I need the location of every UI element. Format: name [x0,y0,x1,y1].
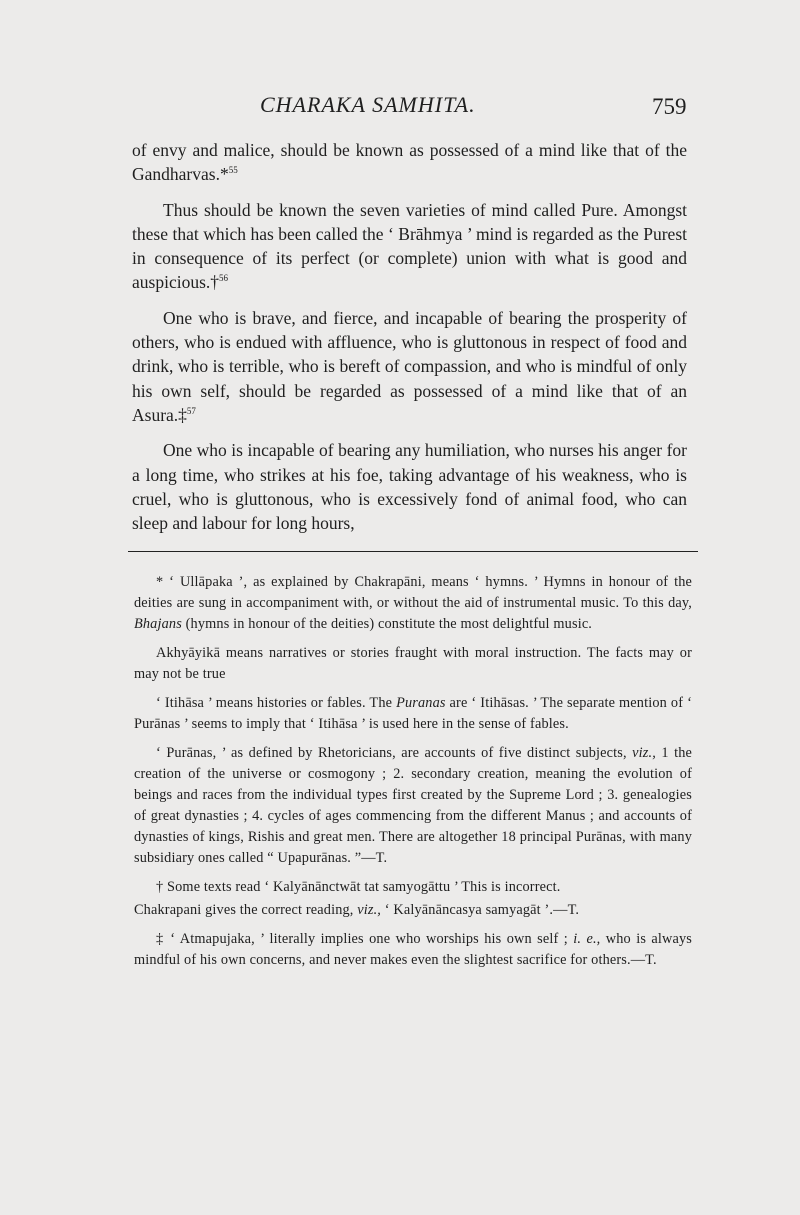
marginal-note-number: 57 [186,406,196,417]
footnote-text: (hymns in honour of the deities) constitute the most delightful music. [181,616,593,632]
footnote [134,572,692,635]
paragraph [132,438,687,535]
footnote-text: ‘ Itihāsa ’ means histories or fables. The [156,695,397,711]
paragraph [132,138,687,187]
footnote-text: ‘ Kalyānāncasya samyagāt ’.—T. [381,902,580,918]
footnote-text: ‡ ‘ Atmapujaka, ’ literally implies one who worships his own self ; [156,931,574,947]
paragraph-text: Thus should be known the seven varieties of mind called Pure. Amongst these that which has been called the ‘ Brāhmya ’ mind is regarded as the Purest in consequence of its perfect (or complete) union with what is good and auspicious.† [132,199,687,293]
paragraph-text: One who is incapable of bearing any humiliation, who nurses his anger for a long time, who strikes at his foe, taking advantage of his weakness, who is cruel, who is gluttonous, who is excessively fond of animal food, who can sleep and labour for long hours, [132,440,687,534]
footnote-text: 1 the creation of the universe or cosmogony ; 2. secondary creation, meaning the evolution of beings and races from the individual types first created by the Supreme Lord ; 3. genealogies of great dynasties ; 4. cycles of ages commencing from the different Manus ; and accounts of dynasties of kings, Rishis and great men. There are altogether 18 principal Purānas, with many subsidiary ones called “ Upapurānas. ”—T. [134,745,692,866]
running-title: CHARAKA SAMHITA. [260,92,476,117]
page-number: 759 [652,94,687,119]
footnote [134,643,692,685]
footnote-divider [128,551,698,552]
main-text [132,138,687,546]
paragraph [132,198,687,295]
footnote-text: Chakrapani gives the correct reading, [134,902,358,918]
footnote [134,900,692,921]
footnote-italic: viz., [632,745,656,761]
footnote-italic: Bhajans [134,616,182,632]
footnote-text: Akhyāyikā means narratives or stories fraught with moral instruction. The facts may or may not be true [134,645,692,682]
footnote-text: ‘ Purānas, ’ as defined by Rhetoricians, are accounts of five distinct subjects, [156,745,633,761]
paragraph-text: of envy and malice, should be known as possessed of a mind like that of the Gandharvas.* [132,140,687,185]
footnote-text: * ‘ Ullāpaka ’, as explained by Chakrapāni, means ‘ hymns. ’ Hymns in honour of the deities are sung in accompaniment with, or without the aid of instrumental music. To this day, [134,574,692,611]
footnote-italic: i. e., [573,931,601,947]
marginal-note-number: 55 [228,165,238,176]
footnote [134,877,692,898]
footnote [134,743,692,869]
footnotes [134,572,692,971]
paragraph [132,306,687,427]
footnote-italic: Puranas [396,695,446,711]
footnote-text: † Some texts read ‘ Kalyānānctwāt tat samyogāttu ’ This is incorrect. [156,879,561,895]
footnote [134,693,692,735]
footnote-text: who is always mindful of his own concerns, and never makes even the slightest sacrifice for others.—T. [134,931,693,968]
marginal-note-number: 56 [219,273,229,284]
footnote [134,929,692,971]
footnote-text: are ‘ Itihāsas. ’ The separate mention of ‘ Purānas ’ seems to imply that ‘ Itihāsa ’ is used here in the sense of fables. [134,695,692,732]
paragraph-text: One who is brave, and fierce, and incapable of bearing the prosperity of others, who is endued with affluence, who is gluttonous in respect of food and drink, who is terrible, who is bereft of compassion, and who is mindful of only his own self, should be regarded as possessed of a mind like that of an Asura.‡ [132,307,687,425]
footnote-italic: viz., [357,902,382,918]
